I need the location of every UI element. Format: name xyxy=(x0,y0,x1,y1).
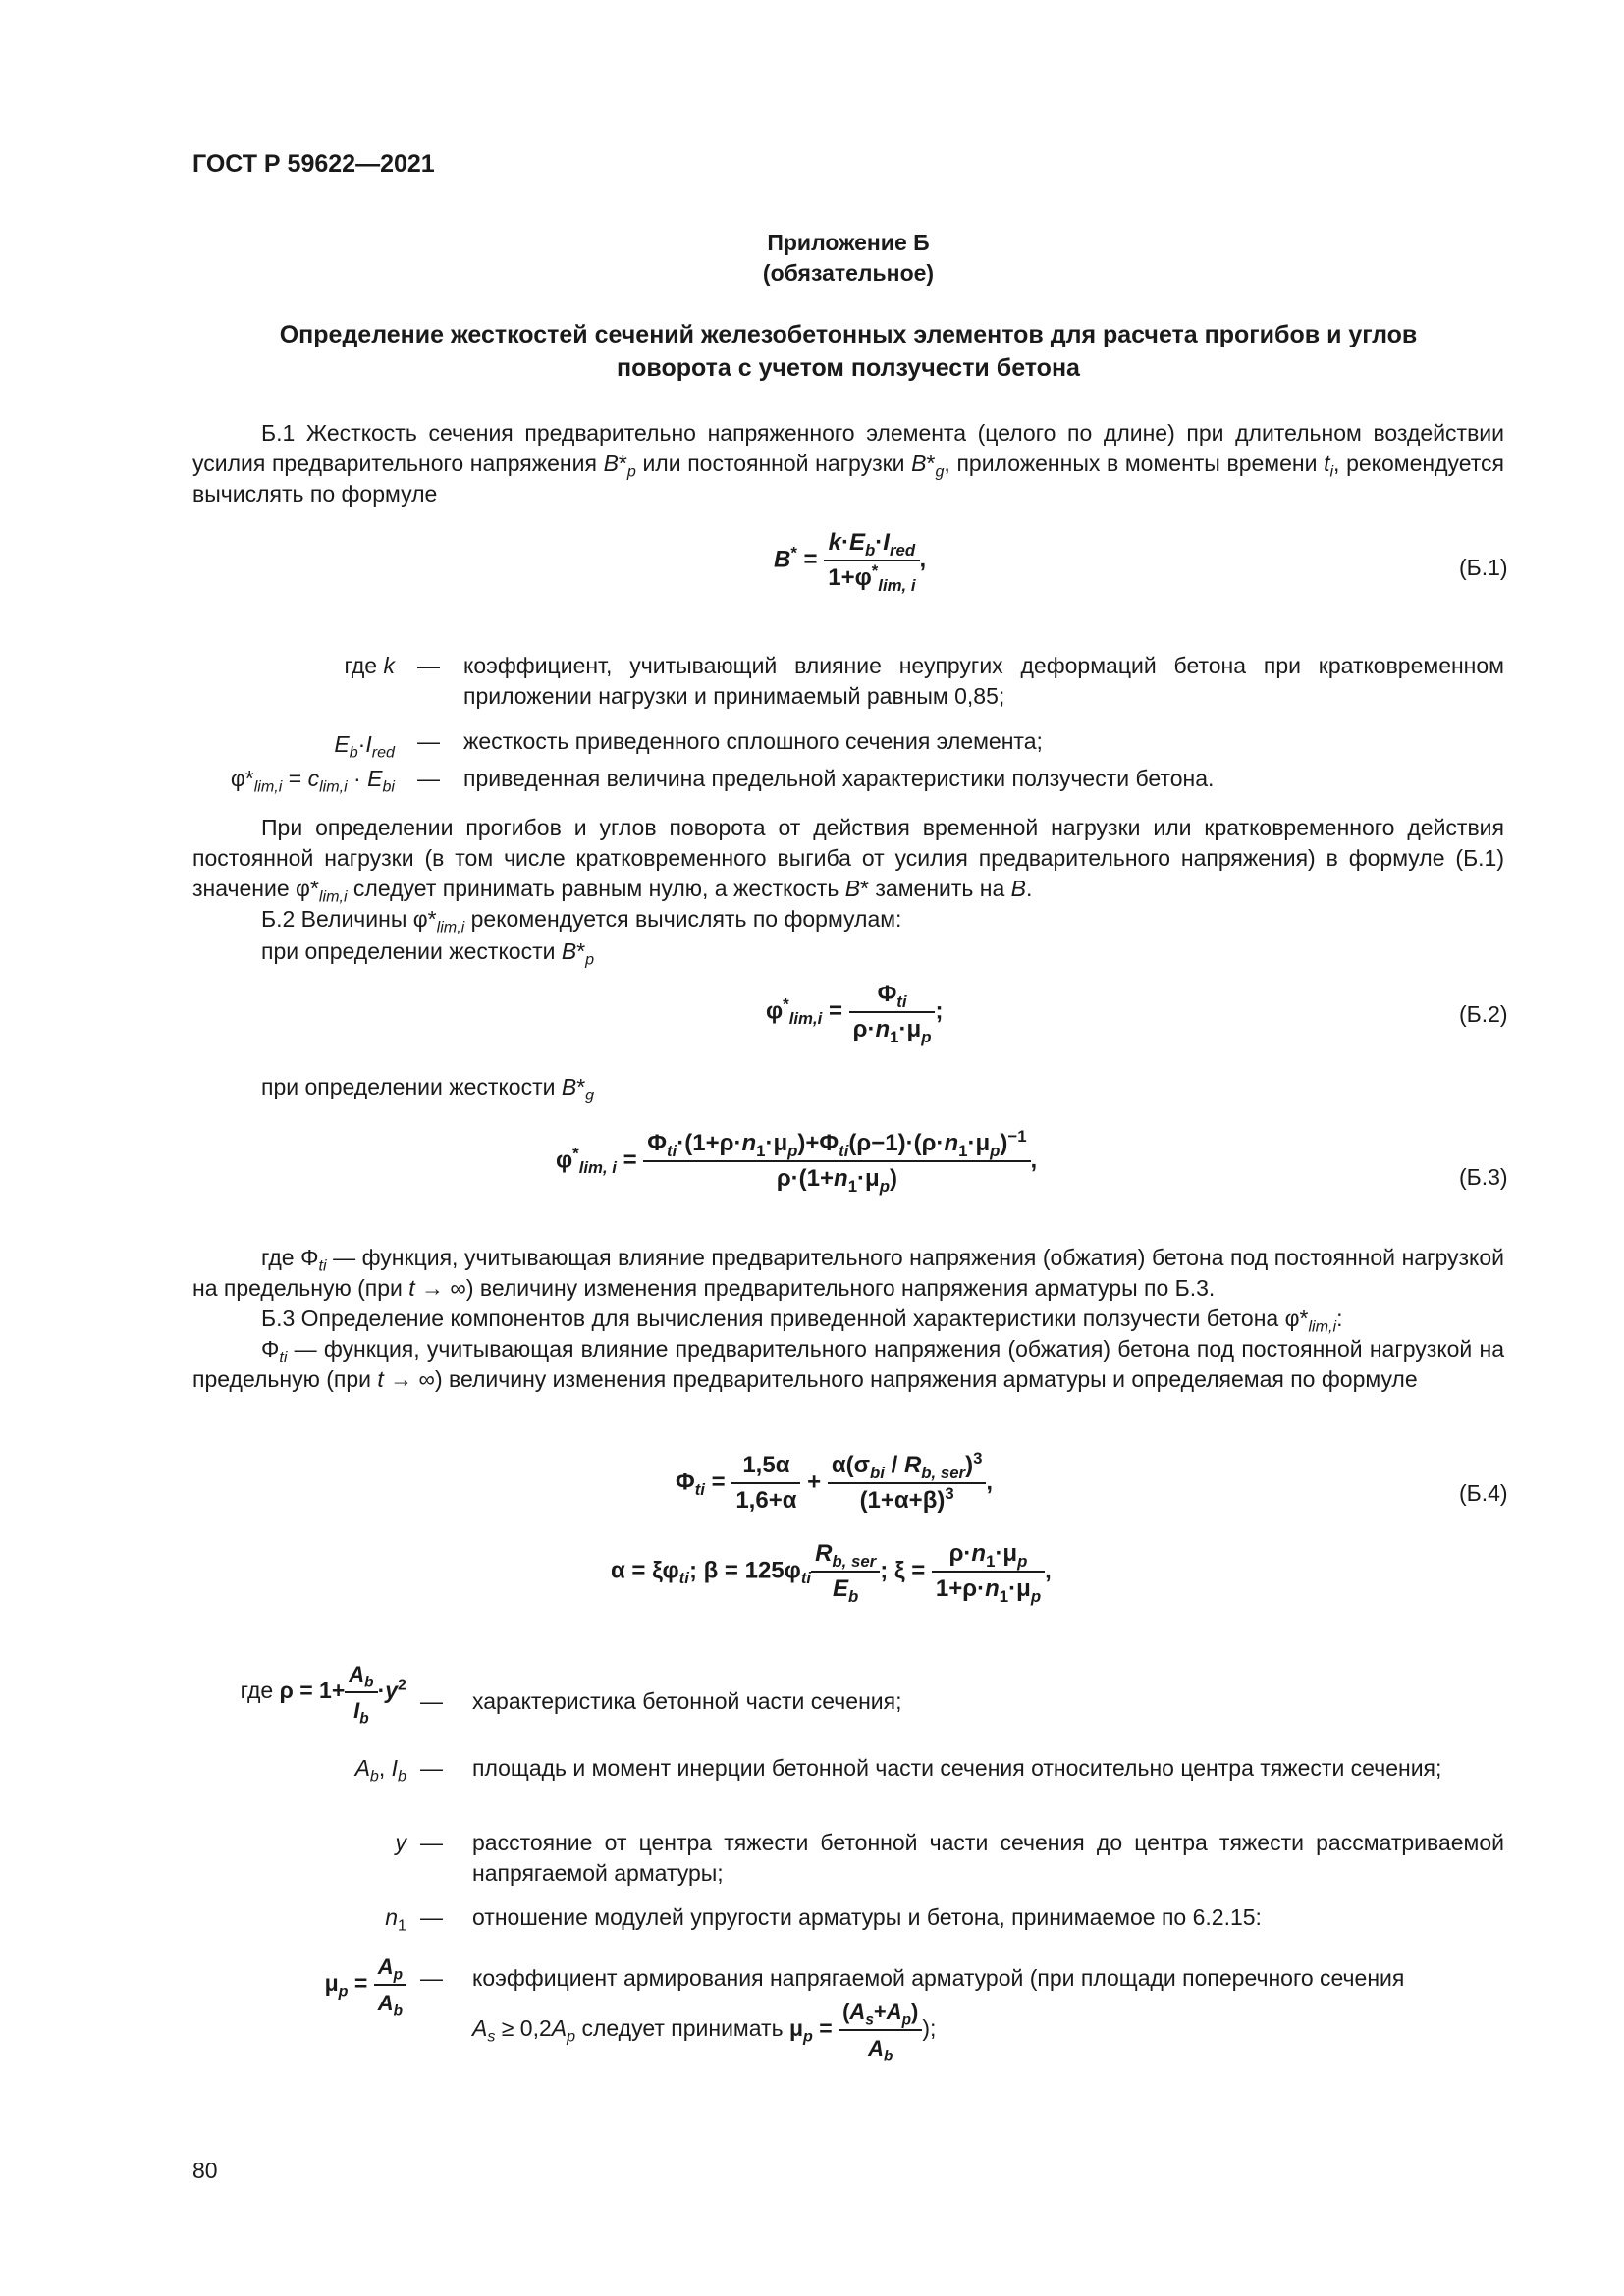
paragraph-b1: Б.1 Жесткость сечения предварительно напряженного элемента (целого по длине) при длительном воздействии усилия предварительного напряжения $B*_p$ или постоянной нагрузки $B*_g$, приложенных в моменты времени $t_i$, рекомендуется вычислять по формуле xyxy=(192,420,1504,507)
where-term: $\mu_p$ = $\frac{A_p}{A_b}$ xyxy=(325,1951,406,2018)
where-term: $A_b$, $I_b$ xyxy=(354,1755,406,1786)
where-term: $\varphi*_{lim,i} = c_{lim,i} \cdot E_{bi}$ xyxy=(230,766,395,796)
where-dash: — xyxy=(417,766,440,791)
paragraph-b2: Б.2 Величины $\varphi*_{lim,i}$ рекомендуется вычислять по формулам: xyxy=(261,906,902,936)
equation-number-b3: (Б.3) xyxy=(1459,1164,1508,1190)
where-term: где ρ = 1+ $\frac{A_b}{I_b}$ $\cdot y^2$ xyxy=(241,1659,406,1726)
where-description: отношение модулей упругости арматуры и бетона, принимаемое по 6.2.15: xyxy=(472,1904,1262,1930)
equation-number-b4: (Б.4) xyxy=(1459,1480,1508,1506)
where-dash: — xyxy=(417,653,440,678)
equation-number-b1: (Б.1) xyxy=(1459,555,1508,580)
paragraph-phi-ti-def: $\Phi_{ti}$ — функция, учитывающая влияние предварительного напряжения (обжатия) бетона под постоянной нагрузкой на предельную (при t → ∞) величину изменения предварительного напряжения арматуры и определяемая по формуле xyxy=(192,1336,1504,1392)
equation-number-b2: (Б.2) xyxy=(1459,1001,1508,1027)
formula-b3: $\varphi^*_{lim, i}$ = $\frac{\Phi_{ti}\cdot(1+\rho\cdot n_1\cdot\mu_p)+\Phi_{ti}(\rho-1)\cdot(\rho\cdot n_1\cdot\mu_p)^{-1}}{\rho\cdot(1+n_1\cdot\mu_p)}$ , xyxy=(556,1127,1038,1196)
paragraph-stiffness-bg: при определении жесткости $B*_g$ xyxy=(261,1074,595,1104)
where-description: коэффициент армирования напрягаемой арматурой (при площади поперечного сечения xyxy=(472,1965,1405,1991)
where-description: расстояние от центра тяжести бетонной части сечения до центра тяжести рассматриваемой напрягаемой арматуры; xyxy=(472,1830,1504,1886)
where-description: приведенная величина предельной характеристики ползучести бетона. xyxy=(463,766,1215,791)
formula-b2: $\varphi^*_{lim,i}$ = $\frac{\Phi_{ti}}{\rho\cdot n_1\cdot\mu_p}$ ; xyxy=(766,981,944,1046)
where-term: где k xyxy=(344,653,395,678)
where-dash: — xyxy=(420,1688,443,1714)
where-dash: — xyxy=(420,1830,443,1855)
appendix-heading: Определение жесткостей сечений железобетонных элементов для расчета прогибов и углов поворота с учетом ползучести бетона xyxy=(279,321,1418,382)
appendix-title: Приложение Б xyxy=(767,230,930,255)
paragraph-b3: Б.3 Определение компонентов для вычисления приведенной характеристики ползучести бетона $\varphi*_{lim,i}$: xyxy=(261,1306,1343,1336)
where-term: y xyxy=(395,1830,406,1855)
paragraph-stiffness-bp: при определении жесткости $B*_p$ xyxy=(261,938,595,969)
where-dash: — xyxy=(420,1965,443,1991)
document-code: ГОСТ Р 59622—2021 xyxy=(192,150,435,178)
where-term: $E_b\cdot I_{red}$ xyxy=(334,731,395,762)
appendix-status: (обязательное) xyxy=(762,260,935,286)
formula-b1: B* = $\frac{k\cdot E_b\cdot I_{red}}{1+\varphi^*_{lim, i}}$ , xyxy=(774,529,927,595)
where-dash: — xyxy=(417,728,440,754)
where-description: жесткость приведенного сплошного сечения элемента; xyxy=(463,728,1043,754)
paragraph-temporary-load: При определении прогибов и углов поворота от действия временной нагрузки или кратковременного действия постоянной нагрузки (в том числе кратковременного выгиба от усилия предварительного напряжения) в формуле (Б.1) значение $\varphi*_{lim,i}$ следует принимать равным нулю, а жесткость B* заменить на B. xyxy=(192,815,1504,906)
where-dash: — xyxy=(420,1755,443,1781)
where-description: площадь и момент инерции бетонной части сечения относительно центра тяжести сечения; xyxy=(472,1755,1442,1781)
formula-b4-components: $\alpha = \xi\varphi_{ti}$; $\beta = 125\varphi_{ti}$ $\frac{R_{b, ser}}{E_b}$ ; ξ = $\frac{\rho\cdot n_1\cdot\mu_p}{1+\rho\cdot n_1\cdot\mu_p}$ , xyxy=(611,1540,1052,1606)
page-number: 80 xyxy=(192,2158,218,2183)
paragraph-phi-ti: где $\Phi_{ti}$ — функция, учитывающая влияние предварительного напряжения (обжатия) бетона под постоянной нагрузкой на предельную (при t → ∞) величину изменения предварительного напряжения арматуры по Б.3. xyxy=(192,1245,1504,1301)
where-dash: — xyxy=(420,1904,443,1930)
where-description: коэффициент, учитывающий влияние неупругих деформаций бетона при кратковременном приложении нагрузки и принимаемый равным 0,85; xyxy=(463,653,1504,709)
where-term: $n_1$ xyxy=(385,1904,406,1935)
where-description: характеристика бетонной части сечения; xyxy=(472,1688,902,1714)
where-description-continued: $A_s \ge 0,2A_p$ следует принимать $\mu_p$ = $\frac{(A_s+A_p)}{A_b}$ ); xyxy=(472,1997,936,2063)
formula-b4: $\Phi_{ti}$ = $\frac{1,5\alpha}{1,6+\alpha}$ + $\frac{\alpha(\sigma_{bi} / R_{b, ser})^3}{(1+\alpha+\beta)^3}$ , xyxy=(676,1449,994,1514)
